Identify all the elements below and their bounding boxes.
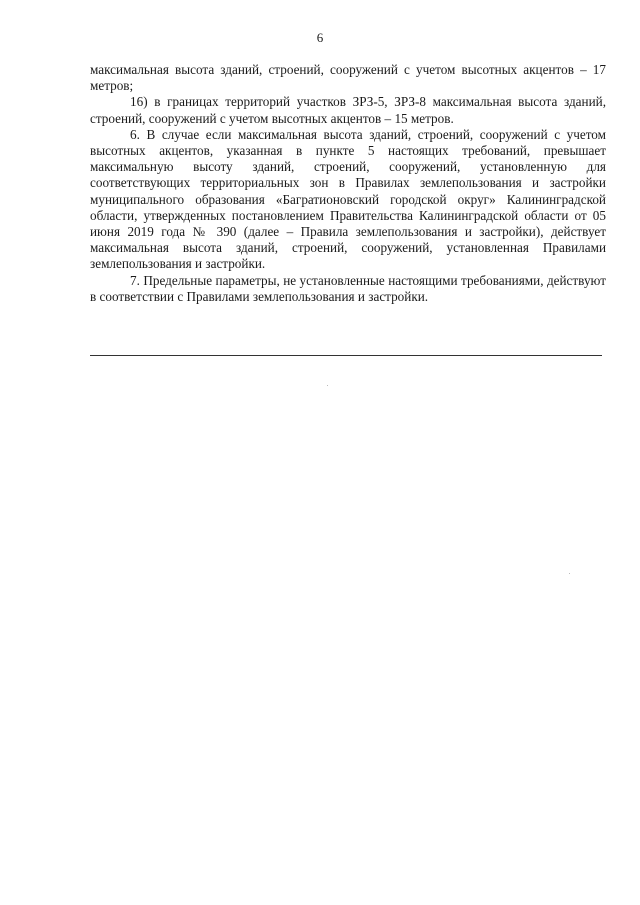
paragraph-item-7: 7. Предельные параметры, не установленные настоящими требованиями, действуют в соответствии с Правилами землепользования и застройки. <box>90 272 606 304</box>
end-divider-line <box>90 355 602 356</box>
paragraph-item-6: 6. В случае если максимальная высота зданий, строений, сооружений с учетом высотных акцентов, указанная в пункте 5 настоящих требований, превышает максимальную высоту зданий, строений, сооружений, установленную для соответствующих территориальных зон в Правилах землепользования и застройки муниципального образования «Багратионовский городской округ» Калининградской области, утвержденных постановлением Правительства Калининградской области от 05 июня 2019 года № 390 (далее – Правила землепользования и застройки), действует максимальная высота зданий, строений, сооружений, установленная Правилами землепользования и застройки. <box>90 126 606 272</box>
scan-speck <box>569 573 570 574</box>
page-number: 6 <box>316 30 324 45</box>
paragraph-item-16: 16) в границах территорий участков ЗРЗ-5, ЗРЗ-8 максимальная высота зданий, строений, сооружений с учетом высотных акцентов – 15 метров. <box>90 94 606 126</box>
scan-speck <box>327 385 328 386</box>
paragraph-continuation: максимальная высота зданий, строений, сооружений с учетом высотных акцентов – 17 метров; <box>90 62 606 94</box>
document-body <box>90 62 606 305</box>
